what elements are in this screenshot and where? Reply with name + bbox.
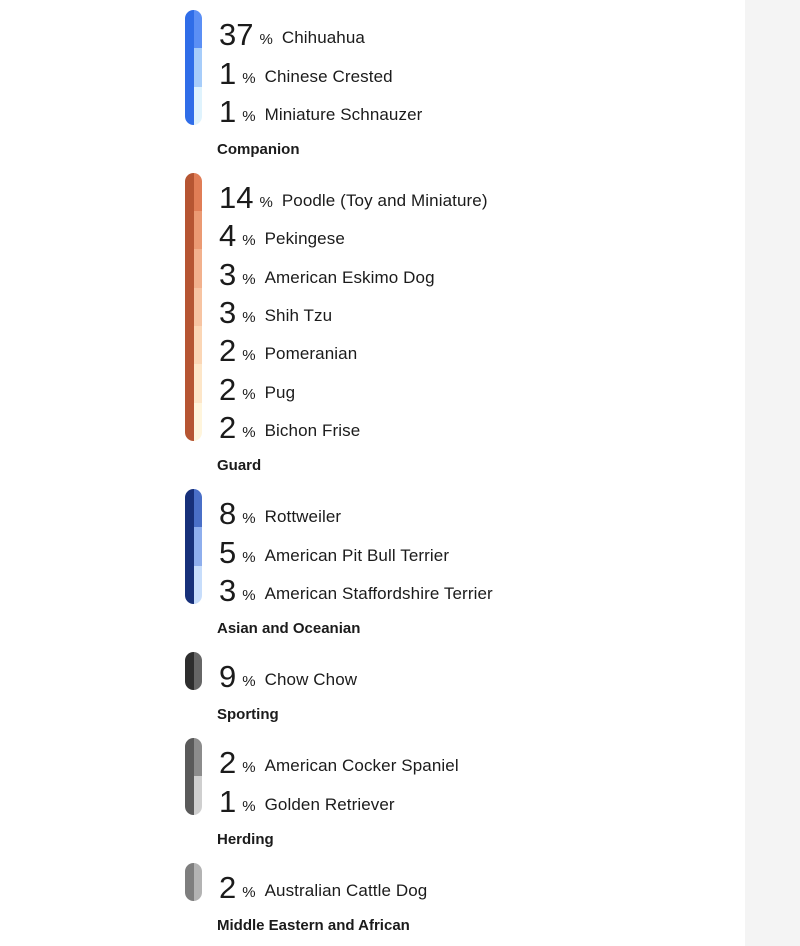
page-gutter: [745, 0, 800, 946]
breed-name: Pug: [264, 382, 296, 402]
breed-percentage: 3: [219, 572, 237, 608]
breed-name: Chow Chow: [264, 670, 358, 690]
breed-row: [219, 173, 488, 216]
section-heading: Guard: [217, 456, 262, 474]
percent-sign: %: [242, 759, 256, 777]
ancestry-bar-segment: [194, 48, 202, 86]
percent-sign: %: [242, 232, 256, 250]
ancestry-bar-segment: [194, 776, 202, 814]
breed-percentage: 3: [219, 295, 237, 331]
ancestry-bar-segment: [194, 652, 202, 690]
breed-percentage: 2: [219, 745, 237, 781]
breed-row: [219, 403, 488, 445]
breed-name: Rottweiler: [264, 507, 342, 527]
breed-row: [219, 364, 488, 407]
ancestry-bar-segment: [194, 288, 202, 326]
percent-sign: %: [242, 797, 256, 815]
ancestry-bar-segment: [194, 211, 202, 249]
ancestry-bar-segment: [194, 326, 202, 364]
breed-row: [219, 566, 493, 608]
breed-percentage: 2: [219, 409, 237, 445]
percent-sign: %: [242, 69, 256, 87]
ancestry-bar-segment: [194, 863, 202, 901]
ancestry-bar-segment: [194, 249, 202, 287]
breed-percentage: 2: [219, 371, 237, 407]
breed-percentage: 1: [219, 55, 237, 91]
percent-sign: %: [242, 107, 256, 125]
breed-name: Poodle (Toy and Miniature): [281, 191, 488, 211]
breed-group: [185, 489, 725, 608]
breed-percentage: 4: [219, 218, 237, 254]
breed-name: American Eskimo Dog: [264, 267, 435, 287]
breed-row: [219, 48, 422, 91]
breed-name: Australian Cattle Dog: [264, 881, 428, 901]
breed-row: [219, 527, 493, 570]
breed-percentage: 5: [219, 534, 237, 570]
breed-row: [219, 87, 423, 129]
percent-sign: %: [242, 586, 256, 604]
ancestry-bar-segment: [194, 566, 202, 604]
section-heading: Sporting: [217, 706, 279, 724]
breed-row: [219, 326, 488, 369]
breed-list: [185, 10, 725, 946]
ancestry-bar: [185, 10, 202, 125]
percent-sign: %: [242, 884, 256, 902]
breed-group: [185, 10, 725, 129]
breed-percentage: 2: [219, 870, 237, 906]
ancestry-bar-segment: [194, 87, 202, 125]
breed-percentage: 9: [219, 659, 237, 695]
section-heading: Companion: [217, 140, 300, 158]
ancestry-bar-segment: [194, 10, 202, 48]
breed-row: [219, 863, 428, 906]
breed-percentage: 1: [219, 783, 237, 819]
breed-percentage: 14: [219, 180, 254, 216]
breed-name: Pomeranian: [264, 344, 358, 364]
breed-group: [185, 863, 725, 906]
breed-row: [219, 249, 488, 292]
breed-name: Chihuahua: [281, 28, 365, 48]
ancestry-bar-segment: [194, 527, 202, 565]
breed-row: [219, 776, 459, 819]
ancestry-bar: [185, 652, 202, 690]
ancestry-bar-segment: [194, 403, 202, 441]
section-heading: Herding: [217, 830, 274, 848]
breed-group: [185, 652, 725, 695]
breed-percentage: 3: [219, 256, 237, 292]
breed-name: American Pit Bull Terrier: [264, 545, 450, 565]
breed-row: [219, 489, 493, 532]
percent-sign: %: [259, 31, 273, 49]
breed-name: Chinese Crested: [264, 66, 393, 86]
section-heading: Middle Eastern and African: [217, 917, 410, 935]
breed-row: [219, 288, 488, 331]
breed-name: Bichon Frise: [264, 420, 361, 440]
ancestry-bar-segment: [194, 173, 202, 211]
breed-group: [185, 738, 725, 819]
breed-name: American Staffordshire Terrier: [264, 583, 493, 603]
breed-row: [219, 211, 488, 254]
breed-percentage: 2: [219, 333, 237, 369]
ancestry-bar-segment: [194, 738, 202, 776]
ancestry-bar-segment: [194, 489, 202, 527]
percent-sign: %: [242, 548, 256, 566]
ancestry-bar: [185, 738, 202, 815]
ancestry-bar: [185, 173, 202, 441]
percent-sign: %: [242, 347, 256, 365]
breed-percentage: 37: [219, 17, 254, 53]
percent-sign: %: [242, 309, 256, 327]
ancestry-bar-segment: [194, 364, 202, 402]
breed-row: [219, 652, 358, 695]
breed-name: Shih Tzu: [264, 306, 333, 326]
breed-name: Pekingese: [264, 229, 345, 249]
ancestry-bar: [185, 863, 202, 901]
breed-percentage: 8: [219, 496, 237, 532]
breed-row: [219, 738, 459, 781]
percent-sign: %: [242, 510, 256, 528]
percent-sign: %: [242, 673, 256, 691]
breed-name: Golden Retriever: [264, 794, 395, 814]
breed-name: American Cocker Spaniel: [264, 756, 459, 776]
breed-name: Miniature Schnauzer: [264, 104, 423, 124]
breed-group: [185, 173, 725, 445]
breed-row: [219, 10, 422, 53]
percent-sign: %: [259, 194, 273, 212]
breed-percentage: 1: [219, 93, 237, 129]
percent-sign: %: [242, 423, 256, 441]
section-heading: Asian and Oceanian: [217, 619, 361, 637]
ancestry-bar: [185, 489, 202, 604]
percent-sign: %: [242, 385, 256, 403]
percent-sign: %: [242, 270, 256, 288]
